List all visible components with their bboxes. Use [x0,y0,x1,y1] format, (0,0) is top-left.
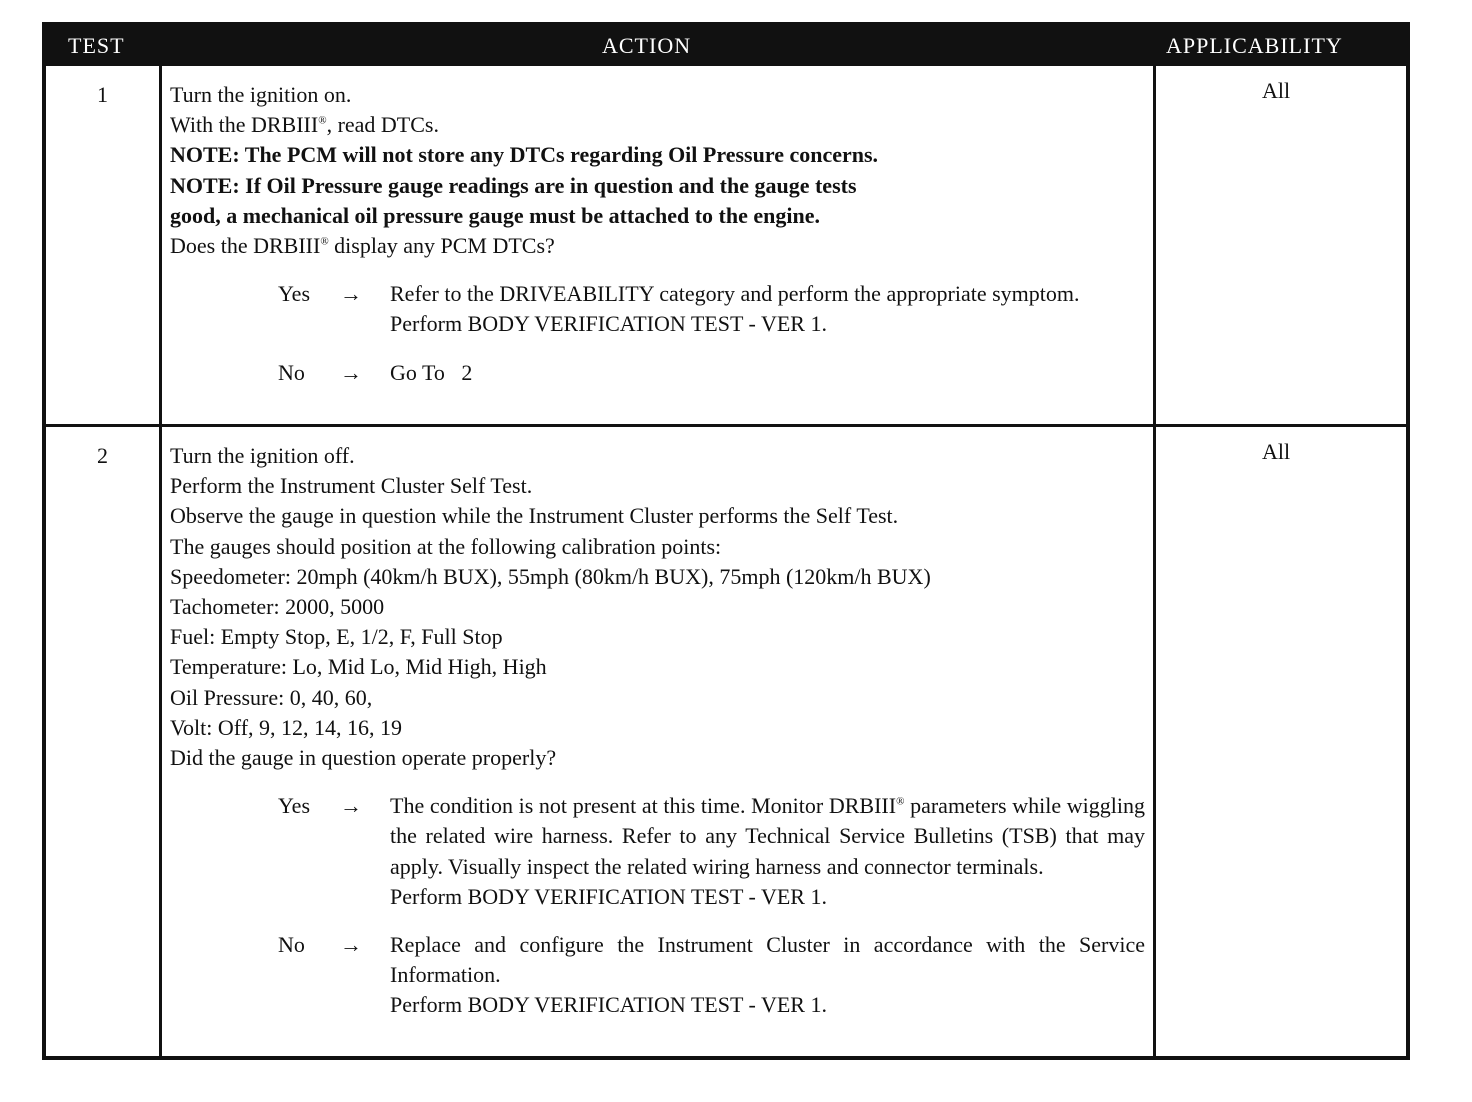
action-line: Turn the ignition on. [170,82,352,107]
arrow-icon: → [340,281,362,307]
yes-text: Refer to the DRIVEABILITY category and perform the appropriate symptom. [390,281,1080,307]
test-number: 2 [46,427,162,1056]
note-line: NOTE: The PCM will not store any DTCs regarding Oil Pressure concerns. [170,142,879,168]
diagnostic-test-table [42,22,1410,1060]
header-applicability: APPLICABILITY [1166,33,1343,58]
test-row-2 [46,427,1406,1056]
action-line: With the DRBIII®, read DTCs. [170,112,439,138]
test-number: 1 [46,66,162,424]
calibration-line: Oil Pressure: 0, 40, 60, [170,684,373,710]
action-line: Turn the ignition off. [170,443,355,468]
no-branch [170,930,1145,1021]
action-line: The gauges should position at the following calibration points: [170,533,722,559]
no-label: No [278,932,305,958]
table-header [46,26,1406,66]
question-line: Did the gauge in question operate properly? [170,745,557,771]
action-line: Perform the Instrument Cluster Self Test. [170,473,533,499]
calibration-line: Speedometer: 20mph (40km/h BUX), 55mph (80km/h BUX), 75mph (120km/h BUX) [170,563,931,589]
no-label: No [278,359,305,385]
question-line: Does the DRBIII® display any PCM DTCs? [170,233,555,259]
header-action: ACTION [602,33,692,58]
calibration-line: Volt: Off, 9, 12, 14, 16, 19 [170,714,403,740]
note-line: NOTE: If Oil Pressure gauge readings are in question and the gauge tests [170,172,857,198]
arrow-icon: → [340,359,362,385]
applicability-value: All [1153,66,1406,424]
action-cell [162,427,1153,1056]
calibration-line: Temperature: Lo, Mid Lo, Mid High, High [170,654,547,680]
yes-label: Yes [278,281,311,307]
yes-label: Yes [278,793,311,819]
test-row-1 [46,66,1406,427]
calibration-line: Tachometer: 2000, 5000 [170,594,385,620]
no-text: Replace and configure the Instrument Cluster in accordance with the Service Information. [390,932,1145,988]
calibration-line: Fuel: Empty Stop, E, 1/2, F, Full Stop [170,624,503,650]
no-branch [170,358,1145,388]
yes-action: Perform BODY VERIFICATION TEST - VER 1. [390,883,827,909]
action-cell [162,66,1153,424]
action-line: Observe the gauge in question while the Instrument Cluster performs the Self Test. [170,503,899,529]
arrow-icon: → [340,793,362,819]
no-action: Perform BODY VERIFICATION TEST - VER 1. [390,992,827,1018]
yes-branch [170,279,1145,339]
no-text: Go To 2 [390,359,473,385]
yes-action: Perform BODY VERIFICATION TEST - VER 1. [390,311,827,337]
header-test: TEST [68,33,125,58]
note-line: good, a mechanical oil pressure gauge must be attached to the engine. [170,202,820,228]
arrow-icon: → [340,932,362,958]
yes-text: The condition is not present at this time. Monitor DRBIII® parameters while wiggling the related wire harness. Refer to any Technical Service Bulletins (TSB) that may apply. Visually inspect the related wiring harness and connector terminals. [390,793,1145,879]
yes-branch [170,791,1145,912]
applicability-value: All [1153,427,1406,1056]
